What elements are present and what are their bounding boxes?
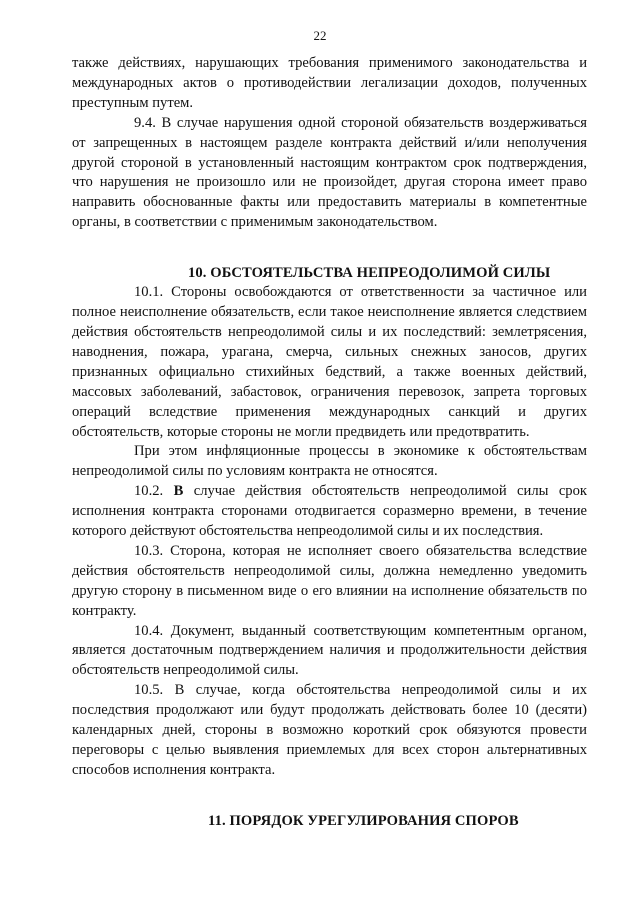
page-number: 22 xyxy=(313,28,327,43)
paragraph-10-1-inflation: При этом инфляционные процессы в экономике к обстоятельствам непреодолимой силы по условиям контракта не относятся. xyxy=(72,443,587,480)
paragraph-10-3: 10.3. Сторона, которая не исполняет своего обязательства вследствие действия обстоятельств непреодолимой силы, должна немедленно уведомить другую сторону в письменном виде о его влиянии на исполнение обязательств по контракту. xyxy=(72,542,587,619)
paragraph-9-4: 9.4. В случае нарушения одной стороной обязательств воздерживаться от запрещенных в настоящем разделе контракта действий и/или неполучения другой стороной в установленный настоящим контрактом срок подтверждения, что нарушения не произошло или не произойдет, другая сторона имеет право направить обоснованные факты или предоставить материалы в компетентные органы, в соответствии с применимым законодательством. xyxy=(72,114,587,231)
document-body xyxy=(72,54,587,831)
paragraph-10-1: 10.1. Стороны освобождаются от ответственности за частичное или полное неисполнение обязательств, если такое неисполнение является следствием действия обстоятельств непреодолимой силы и их последствий: землетрясения, наводнения, пожара, урагана, смерча, сильных снежных заносов, других признанных официально стихийных бедствий, а также военных действий, массовых заболеваний, забастовок, ограничения перевозок, запрета торговых операций вследствие применения международных санкций и других обстоятельств, которые стороны не могли предвидеть или предотвратить. xyxy=(72,284,587,440)
paragraph-10-2-number: 10.2. xyxy=(134,483,174,500)
paragraph-10-5: 10.5. В случае, когда обстоятельства непреодолимой силы и их последствия продолжают или будут продолжать действовать более 10 (десяти) календарных дней, стороны в возможно короткий срок обязуются провести переговоры с целью выявления приемлемых для всех сторон альтернативных способов исполнения контракта. xyxy=(72,682,587,778)
paragraph-continuation: также действиях, нарушающих требования применимого законодательства и международных актов о противодействии легализации доходов, полученных преступным путем. xyxy=(72,55,587,111)
section-10-heading: 10. ОБСТОЯТЕЛЬСТВА НЕПРЕОДОЛИМОЙ СИЛЫ xyxy=(188,265,551,282)
paragraph-10-4: 10.4. Документ, выданный соответствующим компетентным органом, является достаточным подтверждением наличия и продолжительности действия обстоятельств непреодолимой силы. xyxy=(72,622,587,679)
paragraph-10-2 xyxy=(72,482,587,542)
paragraph-10-2-bold-letter: В xyxy=(173,483,184,500)
section-11-heading: 11. ПОРЯДОК УРЕГУЛИРОВАНИЯ СПОРОВ xyxy=(208,812,519,829)
paragraph-10-2-text: случае действия обстоятельств непреодолимой силы срок исполнения контракта сторонами отодвигается соразмерно времени, в течение которого действуют обстоятельства непреодолимой силы и их последствия. xyxy=(72,483,587,540)
